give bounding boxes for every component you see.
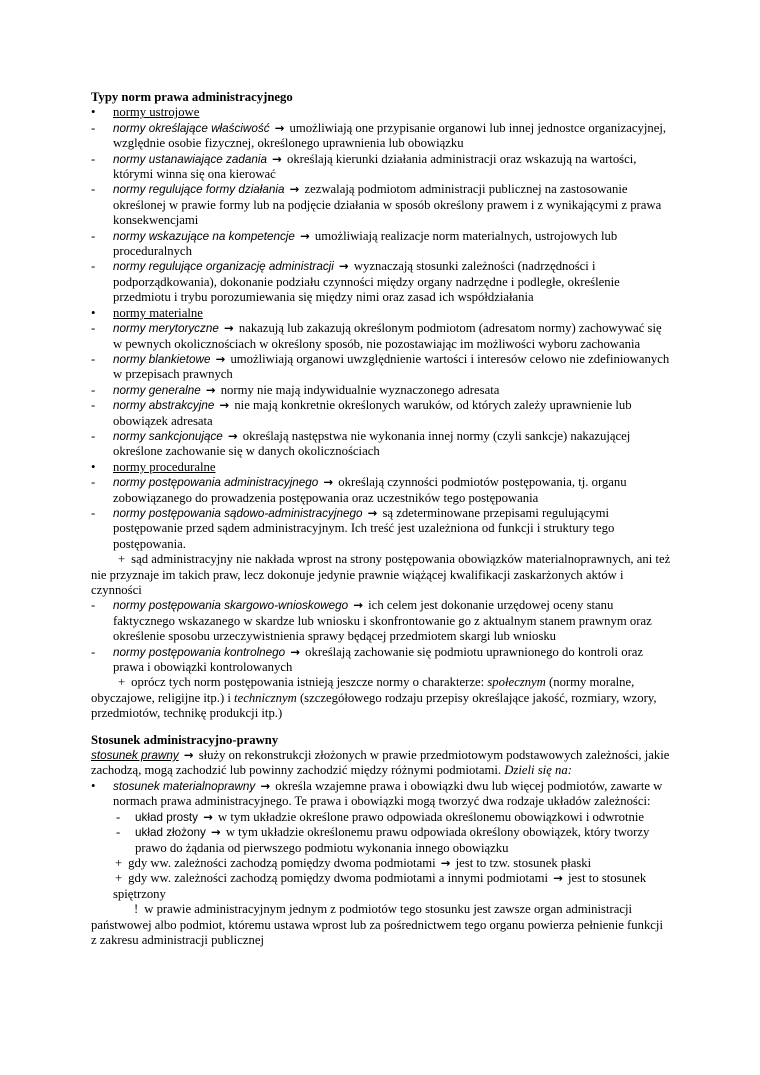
norm-description: umożliwiają one przypisanie organowi lub innej jednostce organizacyjnej, względnie osobie fizycznej, określonego uprawnienia lub obowiązku xyxy=(113,120,667,151)
system-term: układ złożony xyxy=(135,826,206,840)
norm-description: umożliwiają organowi uwzględnienie wartości i interesów celowo nie zdefiniowanych w przepisach prawnych xyxy=(113,351,670,382)
arrow-icon: → xyxy=(274,120,285,135)
dash-marker: - xyxy=(91,182,96,197)
dash-marker: - xyxy=(91,428,96,443)
norm-item xyxy=(91,429,671,460)
list-item xyxy=(116,810,671,825)
norm-term: normy blankietowe xyxy=(113,352,211,366)
group-heading xyxy=(91,105,671,120)
arrow-icon: → xyxy=(367,505,378,520)
dash-marker: - xyxy=(91,505,96,520)
arrow-icon: → xyxy=(553,871,563,886)
norm-description: normy nie mają indywidualnie wyznaczonego adresata xyxy=(220,382,500,397)
arrow-icon: → xyxy=(339,259,349,274)
norm-item xyxy=(91,259,671,305)
relation-description: określa wzajemne prawa i obowiązki dwu lub więcej podmiotów, zawarte w normach prawa administracyjnego. Te prawa i obowiązki mogą tworzyć dwa rodzaje układów zależności: xyxy=(113,778,663,809)
group-heading xyxy=(91,306,671,321)
relation-term: stosunek materialnoprawny xyxy=(113,779,256,793)
arrow-icon: → xyxy=(289,182,300,197)
relation-case xyxy=(113,856,671,871)
case-result: jest to stosunek spiętrzony xyxy=(113,871,647,901)
dash-marker: - xyxy=(116,809,121,824)
dash-marker: - xyxy=(91,151,96,166)
norm-term: normy merytoryczne xyxy=(113,322,219,336)
arrow-icon: → xyxy=(219,398,230,413)
material-relation-item xyxy=(91,779,671,810)
dash-marker: - xyxy=(91,644,96,659)
norm-term: normy postępowania kontrolnego xyxy=(113,645,286,659)
arrow-icon: → xyxy=(290,644,300,659)
arrow-icon: → xyxy=(260,778,271,793)
group-heading-label: normy ustrojowe xyxy=(113,105,200,120)
dash-marker: - xyxy=(91,398,96,413)
plus-marker: + xyxy=(118,675,126,690)
bullet-marker: • xyxy=(91,105,96,120)
remark-text: w prawie administracyjnym jednym z podmiotów tego stosunku jest zawsze organ administracji państwowej albo podmiot, któremu ustawa wprost lub za pośrednictwem tego organu powierza pełnienie funkcji z zakresu administracji publicznej xyxy=(91,902,663,947)
group-heading xyxy=(91,460,671,475)
plus-marker: + xyxy=(118,552,126,567)
procedural-note xyxy=(91,552,671,598)
norm-description: umożliwiają realizacje norm materialnych, ustrojowych lub proceduralnych xyxy=(113,228,618,259)
system-term: układ prosty xyxy=(135,810,199,824)
norm-item xyxy=(91,121,671,152)
document-body xyxy=(91,90,671,948)
norm-term: normy generalne xyxy=(113,383,201,397)
arrow-icon: → xyxy=(211,825,221,840)
section-title: Typy norm prawa administracyjnego xyxy=(91,90,293,104)
norm-item xyxy=(91,398,671,429)
dash-marker: - xyxy=(91,382,96,397)
dependency-systems-list xyxy=(116,810,671,856)
norm-item xyxy=(91,321,671,352)
norm-term: normy abstrakcyjne xyxy=(113,399,215,413)
dash-marker: - xyxy=(91,259,96,274)
norm-description: zezwalają podmiotom administracji publicznej na zastosowanie określonej w prawie formy lub na podjęcie działania w sposób określony prawem i z wynikającymi z prawa konsekwencjami xyxy=(113,182,662,228)
system-description: w tym układzie określone prawo odpowiada określonemu obowiązkowi i odwrotnie xyxy=(218,809,644,824)
case-condition: gdy ww. zależności zachodzą pomiędzy dwoma podmiotami a innymi podmiotami xyxy=(128,871,549,886)
norm-term: normy wskazujące na kompetencje xyxy=(113,229,295,243)
norm-item xyxy=(91,598,671,644)
norm-item xyxy=(91,152,671,183)
case-result: jest to tzw. stosunek płaski xyxy=(455,855,592,870)
group-heading-label: normy proceduralne xyxy=(113,459,216,474)
dash-marker: - xyxy=(91,321,96,336)
norm-description: wyznaczają stosunki zależności (nadrzędności i podporządkowania), dokonanie podziału czynności między organy nadrzędne i podległe, określenie przedmiotu i trybu porozumiewania się między nimi oraz zasad ich współdziałania xyxy=(113,259,620,305)
exclamation-marker: ! xyxy=(134,902,139,917)
norm-term: normy postępowania skargowo-wnioskowego xyxy=(113,599,349,613)
norm-term: normy regulujące organizację administracji xyxy=(113,260,334,274)
note-text: oprócz tych norm postępowania istnieją jeszcze normy o charakterze: xyxy=(131,675,488,690)
note-text: sąd administracyjny nie nakłada wprost na strony postępowania obowiązków materialnoprawnych, ani też nie przyznaje im takich praw, lecz dokonuje jedynie prawnie wiążącej kwalifikacji zaskarżonych aktów i czynności xyxy=(91,552,671,597)
final-note xyxy=(91,675,671,721)
arrow-icon: → xyxy=(227,428,238,443)
norm-term: normy regulujące formy działania xyxy=(113,183,285,197)
arrow-icon: → xyxy=(300,228,310,243)
arrow-icon: → xyxy=(224,321,234,336)
arrow-icon: → xyxy=(353,598,363,613)
norm-description: określają następstwa nie wykonania innej normy (czyli sankcje) nakazującej określone zachowanie się w danych okolicznościach xyxy=(113,428,631,459)
arrow-icon: → xyxy=(440,855,451,870)
arrow-icon: → xyxy=(323,475,334,490)
arrow-icon: → xyxy=(203,809,213,824)
relation-term: stosunek prawny xyxy=(91,749,179,763)
plus-marker: + xyxy=(115,871,123,886)
system-description: w tym układzie określonemu prawu odpowiada określony obowiązek, który tworzy prawo do żądania od pierwszego podmiotu wykonania innego obowiązku xyxy=(135,825,650,855)
norm-term: normy postępowania sądowo-administracyjnego xyxy=(113,506,363,520)
arrow-icon: → xyxy=(205,382,216,397)
norm-term: normy ustanawiające zadania xyxy=(113,152,267,166)
relation-remark xyxy=(91,902,671,948)
relation-intro xyxy=(91,748,671,779)
arrow-icon: → xyxy=(183,748,194,763)
relation-lead: Dzieli się na: xyxy=(504,763,572,778)
norm-term: normy określające właściwość xyxy=(113,121,270,135)
arrow-icon: → xyxy=(215,351,226,366)
dash-marker: - xyxy=(91,475,96,490)
norm-description: są zdeterminowane przepisami regulującymi postępowanie przed sądem administracyjnym. Ich treść jest uzależniona od funkcji i struktury tego postępowania. xyxy=(113,505,615,551)
note-text: (normy moralne, obyczajowe, religijne itp.) i xyxy=(91,675,635,705)
admin-relation-section xyxy=(91,733,671,949)
plus-marker: + xyxy=(115,855,123,870)
norm-term: normy postępowania administracyjnego xyxy=(113,476,319,490)
dash-marker: - xyxy=(91,120,96,135)
norm-description: określają kierunki działania administracji oraz wskazują na wartości, którymi winna się ona kierować xyxy=(113,151,637,182)
norm-item xyxy=(91,506,671,552)
dash-marker: - xyxy=(91,228,96,243)
bullet-marker: • xyxy=(91,305,96,320)
group-heading-label: normy materialne xyxy=(113,305,203,320)
norm-item xyxy=(91,645,671,676)
section-title: Stosunek administracyjno-prawny xyxy=(91,732,279,747)
relation-case xyxy=(113,871,671,902)
norm-types-section xyxy=(91,90,671,722)
arrow-icon: → xyxy=(272,151,282,166)
norm-item xyxy=(91,182,671,228)
norm-item xyxy=(91,383,671,398)
dash-marker: - xyxy=(116,825,121,840)
note-emphasis-technical: technicznym xyxy=(234,690,297,705)
norm-item xyxy=(91,352,671,383)
norm-description: ich celem jest dokonanie urzędowej oceny stanu faktycznego wskazanego w skardze lub wniosku i skonfrontowanie go z aktualnym stanem prawnym oraz określenie sposobu urzeczywistnienia sprawy będącej przedmiotem skargi lub wniosku xyxy=(113,598,652,644)
norm-term: normy sankcjonujące xyxy=(113,429,223,443)
dash-marker: - xyxy=(91,351,96,366)
norm-description: nie mają konkretnie określonych waruków, od których zależy uprawnienie lub obowiązek adresata xyxy=(113,398,632,428)
norm-description: nakazują lub zakazują określonym podmiotom (adresatom normy) zachowywać się w pewnych okolicznościach w określony sposób, nie pozostawiając im możliwości wyboru zachowania xyxy=(113,321,662,351)
norm-item xyxy=(91,475,671,506)
case-condition: gdy ww. zależności zachodzą pomiędzy dwoma podmiotami xyxy=(128,855,436,870)
list-item xyxy=(116,825,671,856)
relation-description: służy on rekonstrukcji złożonych w prawie przedmiotowym podstawowych zależności, jakie zachodzą, mogą zachodzić lub powinny zachodzić między różnymi podmiotami. xyxy=(91,748,670,778)
note-text: (szczegółowego rodzaju przepisy określające jakość, rozmiary, wzory, przedmiotów, technikę produkcji itp.) xyxy=(91,690,657,721)
dash-marker: - xyxy=(91,598,96,613)
bullet-marker: • xyxy=(91,459,96,474)
norm-description: określają czynności podmiotów postępowania, tj. organu zobowiązanego do prowadzenia postępowania oraz uczestników tego postępowania xyxy=(113,475,627,505)
bullet-marker: • xyxy=(91,778,96,793)
note-emphasis-social: społecznym xyxy=(487,675,546,690)
norm-description: określają zachowanie się podmiotu uprawnionego do kontroli oraz prawa i obowiązki kontrolowanych xyxy=(113,644,644,675)
norm-item xyxy=(91,229,671,260)
